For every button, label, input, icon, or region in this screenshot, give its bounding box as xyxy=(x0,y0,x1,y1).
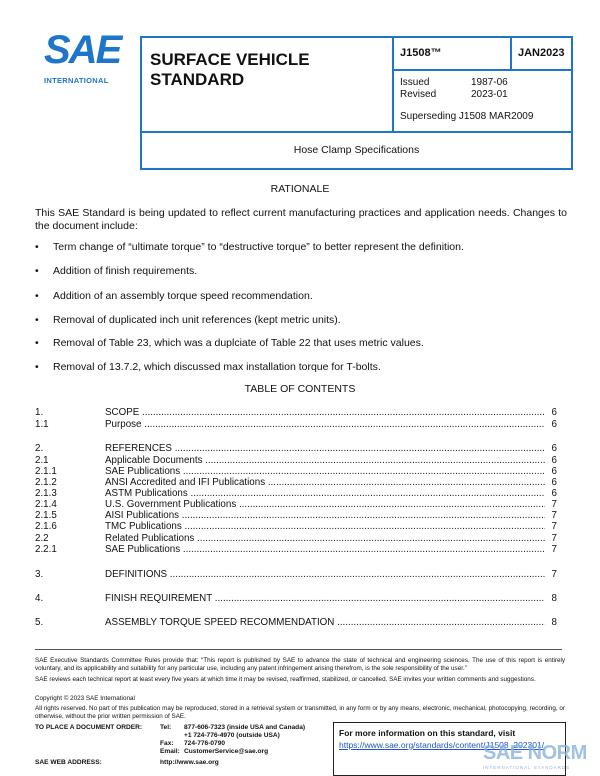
toc-entry[interactable]: 2.1.1 SAE Publications ..... 6 xyxy=(35,466,557,478)
order-label: TO PLACE A DOCUMENT ORDER: xyxy=(35,724,143,731)
toc-entry[interactable]: 5. ASSEMBLY TORQUE SPEED RECOMMENDATION ..... 8 xyxy=(35,617,557,629)
document-number: J1508™ xyxy=(400,47,442,59)
toc-entry[interactable]: 1.1 Purpose ..... 6 xyxy=(35,419,557,431)
document-type-title: SURFACE VEHICLE STANDARD xyxy=(150,50,310,89)
web-label: SAE WEB ADDRESS: xyxy=(35,759,102,766)
document-subject: Hose Clamp Specifications xyxy=(293,144,420,156)
email-label: Email: xyxy=(160,748,180,755)
header-divider xyxy=(140,131,573,133)
sae-logo-subtitle: INTERNATIONAL xyxy=(44,76,109,85)
fax-value: 724-776-0790 xyxy=(184,740,226,747)
toc-entry[interactable]: 3. DEFINITIONS ..... 7 xyxy=(35,569,557,581)
tel-label: Tel: xyxy=(160,724,172,731)
sae-logo: SAE xyxy=(44,28,121,72)
toc-entry[interactable]: 2. REFERENCES ..... 6 xyxy=(35,443,557,455)
footer-divider xyxy=(35,649,562,650)
watermark-logo: SAE NORM xyxy=(483,742,587,764)
fax-label: Fax: xyxy=(160,740,174,747)
email-value[interactable]: CustomerService@sae.org xyxy=(184,748,269,755)
toc-entry[interactable]: 2.1.5 AISI Publications ..... 7 xyxy=(35,510,557,522)
footer-review-notice: SAE reviews each technical report at least every five years at which time it may be revised, reaffirmed, stabilized, or cancelled. SAE invites your written comments and suggestions. xyxy=(35,676,536,683)
issued-value: 1987-06 xyxy=(471,77,508,88)
web-value[interactable]: http://www.sae.org xyxy=(160,759,219,766)
header-divider xyxy=(392,36,394,132)
toc-heading: TABLE OF CONTENTS xyxy=(244,383,356,395)
toc-entry[interactable]: 2.1.6 TMC Publications ..... 7 xyxy=(35,521,557,533)
toc-entry[interactable]: 2.1.4 U.S. Government Publications ..... 7 xyxy=(35,499,557,511)
header-divider xyxy=(510,36,512,70)
footer-rules-notice: SAE Executive Standards Committee Rules provide that: “This report is published by SAE to advance the state of technical and engineering sciences. The use of this report is entirely voluntary, and its applicability and suitability for any particular use, including any patent infringement arising therefrom, is the sole responsibility of the user.” xyxy=(35,657,565,672)
more-info-title: For more information on this standard, visit xyxy=(339,728,516,738)
standard-link[interactable]: https://www.sae.org/standards/content/J1508_202301/ xyxy=(339,740,545,750)
watermark-subtitle: INTERNATIONAL STANDARDS xyxy=(483,765,571,770)
copyright-notice: Copyright © 2023 SAE International xyxy=(35,695,135,702)
revised-label: Revised xyxy=(400,89,437,100)
rationale-paragraph: This SAE Standard is being updated to reflect current manufacturing practices and application needs. Changes to the document include: xyxy=(35,207,567,232)
document-date: JAN2023 xyxy=(518,47,565,59)
toc-entry[interactable]: 2.2.1 SAE Publications ..... 7 xyxy=(35,544,557,556)
toc-entry[interactable]: 1. SCOPE ..... 6 xyxy=(35,407,557,419)
rationale-heading: RATIONALE xyxy=(270,183,330,195)
rights-notice: All rights reserved. No part of this publication may be reproduced, stored in a retrieval system or transmitted, in any form or by any means, electronic, mechanical, photocopying, recording, or otherwise, without the prior written permission of SAE. xyxy=(35,705,565,720)
toc-entry[interactable]: 4. FINISH REQUIREMENT ..... 8 xyxy=(35,593,557,605)
tel-value[interactable]: 877-606-7323 (inside USA and Canada) xyxy=(184,724,306,731)
toc-entry[interactable]: 2.1.3 ASTM Publications ..... 6 xyxy=(35,488,557,500)
revised-value: 2023-01 xyxy=(471,89,508,100)
toc-entry[interactable]: 2.1 Applicable Documents ..... 6 xyxy=(35,455,557,467)
superseding-note: Superseding J1508 MAR2009 xyxy=(400,111,534,122)
header-divider xyxy=(392,69,573,71)
toc-entry[interactable]: 2.1.2 ANSI Accredited and IFI Publications ..... 6 xyxy=(35,477,557,489)
issued-label: Issued xyxy=(400,77,430,88)
tel-value-intl[interactable]: +1 724-776-4970 (outside USA) xyxy=(184,732,280,739)
toc-entry[interactable]: 2.2 Related Publications ..... 7 xyxy=(35,533,557,545)
